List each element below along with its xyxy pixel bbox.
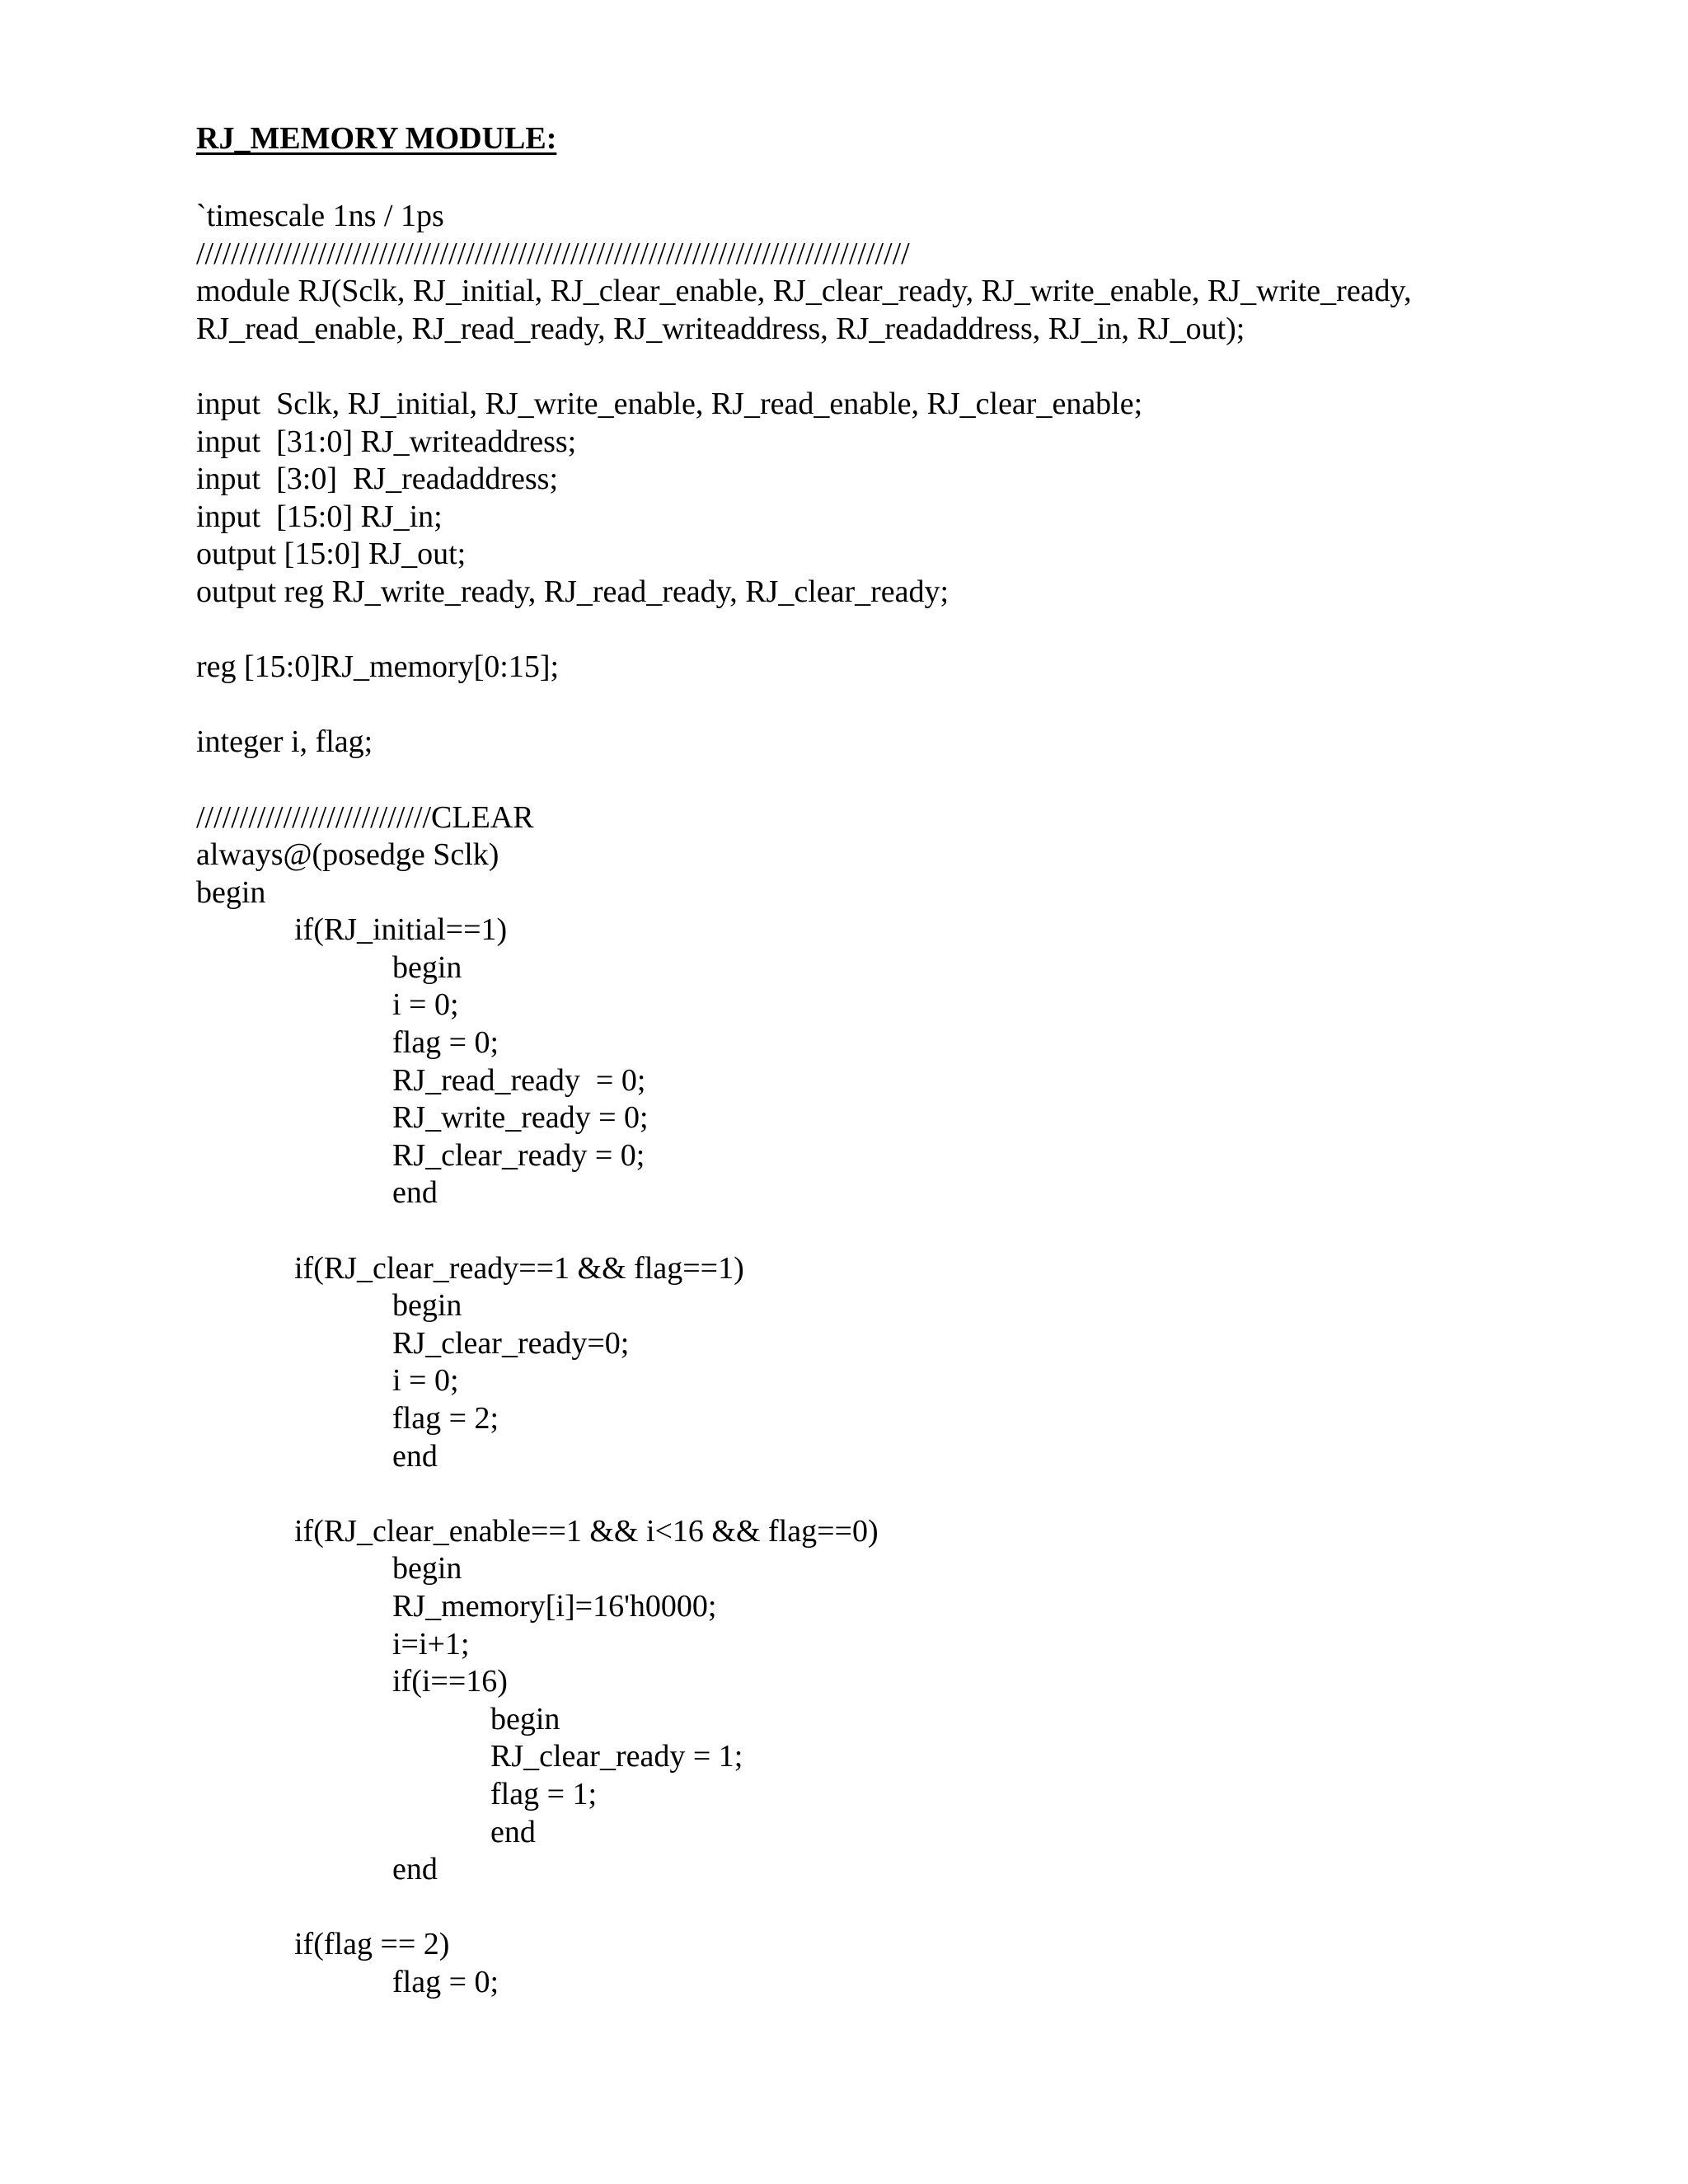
code-line — [196, 1212, 1412, 1250]
code-line: i = 0; — [392, 987, 459, 1023]
code-line: end — [392, 1852, 438, 1887]
code-line: input [31:0] RJ_writeaddress; — [196, 424, 577, 459]
code-line: module RJ(Sclk, RJ_initial, RJ_clear_enable, RJ_clear_ready, RJ_write_enable, RJ_write_ready, — [196, 274, 1412, 309]
code-line: RJ_write_ready = 0; — [392, 1100, 649, 1136]
code-line: RJ_memory[i]=16'h0000; — [392, 1588, 717, 1624]
code-line — [196, 1475, 1412, 1513]
code-line: end — [392, 1438, 438, 1474]
code-line: `timescale 1ns / 1ps — [196, 199, 444, 233]
code-line: i = 0; — [392, 1363, 459, 1399]
code-line: if(RJ_initial==1) — [294, 912, 508, 948]
code-line — [196, 612, 1412, 649]
code-line: output reg RJ_write_ready, RJ_read_ready, RJ_clear_ready; — [196, 574, 950, 609]
code-line — [196, 1889, 1412, 1927]
code-line: if(RJ_clear_ready==1 && flag==1) — [294, 1250, 744, 1286]
code-line: if(RJ_clear_enable==1 && i<16 && flag==0) — [294, 1513, 879, 1549]
code-line: RJ_clear_ready = 0; — [392, 1137, 645, 1173]
code-line — [196, 762, 1412, 799]
code-line: RJ_read_enable, RJ_read_ready, RJ_writeaddress, RJ_readaddress, RJ_in, RJ_out); — [196, 311, 1245, 346]
code-line: reg [15:0]RJ_memory[0:15]; — [196, 649, 560, 685]
code-line: end — [392, 1175, 438, 1211]
code-line: RJ_clear_ready=0; — [392, 1325, 630, 1361]
code-line: output [15:0] RJ_out; — [196, 537, 467, 572]
page-title: RJ_MEMORY MODULE: — [196, 121, 557, 156]
code-line: begin — [392, 1288, 462, 1324]
code-line: ////////////////////////////////////////////////////////////////////////////////// — [196, 236, 910, 271]
code-line: flag = 0; — [392, 1025, 499, 1061]
code-line: flag = 2; — [392, 1401, 499, 1436]
code-line: i=i+1; — [392, 1626, 470, 1661]
code-line: flag = 0; — [392, 1964, 499, 1999]
code-line: begin — [392, 1551, 462, 1586]
code-line: RJ_read_ready = 0; — [392, 1062, 646, 1098]
code-line: input [3:0] RJ_readaddress; — [196, 462, 559, 497]
code-line: begin — [392, 949, 462, 985]
code-line: integer i, flag; — [196, 724, 373, 760]
code-line: input Sclk, RJ_initial, RJ_write_enable, RJ_read_enable, RJ_clear_enable; — [196, 386, 1143, 421]
code-line: end — [490, 1814, 536, 1849]
code-listing — [196, 198, 1412, 2002]
code-line — [196, 687, 1412, 724]
code-line: always@(posedge Sclk) — [196, 837, 499, 873]
code-line: begin — [196, 874, 266, 910]
code-line: if(i==16) — [392, 1664, 508, 1699]
code-line: if(flag == 2) — [294, 1927, 450, 1962]
code-line — [196, 348, 1412, 386]
code-line: ///////////////////////////CLEAR — [196, 799, 534, 835]
code-line: input [15:0] RJ_in; — [196, 499, 443, 534]
code-line: flag = 1; — [490, 1776, 598, 1811]
code-line: begin — [490, 1701, 560, 1736]
code-line: RJ_clear_ready = 1; — [490, 1739, 743, 1774]
